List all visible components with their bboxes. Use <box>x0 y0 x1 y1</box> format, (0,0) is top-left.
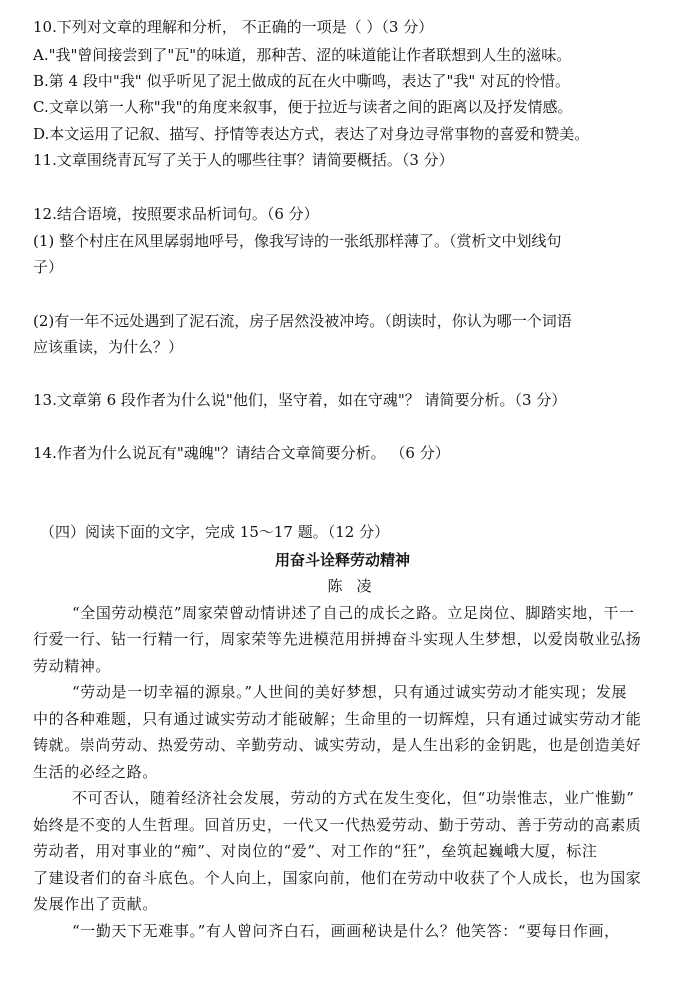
section-4-instruction: （四）阅读下面的文字，完成 15～17 题。（12 分） <box>40 523 390 541</box>
article-p4-line1: “一勤天下无难事。”有人曾问齐白石，画画秘诀是什么？他笑答：“要每日作画， <box>72 922 620 940</box>
article-p2-line3: 铸就。崇尚劳动、热爱劳动、辛勤劳动、诚实劳动，是人生出彩的金钥匙，也是创造美好 <box>33 736 642 754</box>
question-10-option-d: D.本文运用了记叙、描写、抒情等表达方式，表达了对身边寻常事物的喜爱和赞美。 <box>33 125 590 143</box>
article-author: 陈凌 <box>327 577 386 595</box>
question-10-option-b: B.第 4 段中"我" 似乎听见了泥土做成的瓦在火中嘶鸣，表达了"我" 对瓦的怜惜。 <box>33 72 571 90</box>
article-p2-line4: 生活的必经之路。 <box>33 763 158 781</box>
question-14: 14.作者为什么说瓦有"魂魄"？请结合文章简要分析。 （6 分） <box>33 444 450 462</box>
question-11: 11.文章围绕青瓦写了关于人的哪些往事？请简要概括。（3 分） <box>33 151 454 169</box>
article-title: 用奋斗诠释劳动精神 <box>274 551 410 569</box>
article-p1-line3: 劳动精神。 <box>33 657 112 675</box>
question-10-option-a: A."我"曾间接尝到了"瓦"的味道，那种苦、涩的味道能让作者联想到人生的滋味。 <box>33 46 572 64</box>
article-p3-line1: 不可否认，随着经济社会发展，劳动的方式在发生变化，但“功崇惟志，业广惟勤” <box>72 789 635 807</box>
question-12-part2-line2: 应该重读，为什么？） <box>33 338 184 356</box>
article-p3-line2: 始终是不变的人生哲理。回首历史，一代又一代热爱劳动、勤于劳动、善于劳动的高素质 <box>33 816 642 834</box>
article-p3-line5: 发展作出了贡献。 <box>33 895 158 913</box>
question-12-part2-line1: (2)有一年不远处遇到了泥石流，房子居然没被冲垮。（朗读时，你认为哪一个词语 <box>33 312 572 330</box>
question-12-part1-line1: (1) 整个村庄在风里孱弱地呼号，像我写诗的一张纸那样薄了。（赏析文中划线句 <box>33 232 562 250</box>
article-p2-line1: “劳动是一切幸福的源泉。”人世间的美好梦想，只有通过诚实劳动才能实现；发展 <box>72 683 628 701</box>
question-13: 13.文章第 6 段作者为什么说"他们，坚守着，如在守魂"？ 请简要分析。（3 分） <box>33 391 567 409</box>
question-12-part1-line2: 子） <box>33 258 64 276</box>
question-10-option-c: C.文章以第一人称"我"的角度来叙事，便于拉近与读者之间的距离以及抒发情感。 <box>33 98 573 116</box>
article-p3-line3: 劳动者，用对事业的“痴”、对岗位的“爱”、对工作的“狂”，垒筑起巍峨大厦，标注 <box>33 842 598 860</box>
article-p1-line1: “全国劳动模范”周家荣曾动情讲述了自己的成长之路。立足岗位、脚踏实地，干一 <box>72 604 635 622</box>
article-p1-line2: 行爱一行、钻一行精一行，周家荣等先进模范用拼搏奋斗实现人生梦想，以爱岗敬业弘扬 <box>33 630 642 648</box>
article-p3-line4: 了建设者们的奋斗底色。个人向上，国家向前，他们在劳动中收获了个人成长，也为国家 <box>33 869 642 887</box>
article-p2-line2: 中的各种难题，只有通过诚实劳动才能破解；生命里的一切辉煌，只有通过诚实劳动才能 <box>33 710 642 728</box>
question-12-stem: 12.结合语境，按照要求品析词句。（6 分） <box>33 205 319 223</box>
question-10-stem: 10.下列对文章的理解和分析， 不正确的一项是（ ）（3 分） <box>33 18 434 36</box>
